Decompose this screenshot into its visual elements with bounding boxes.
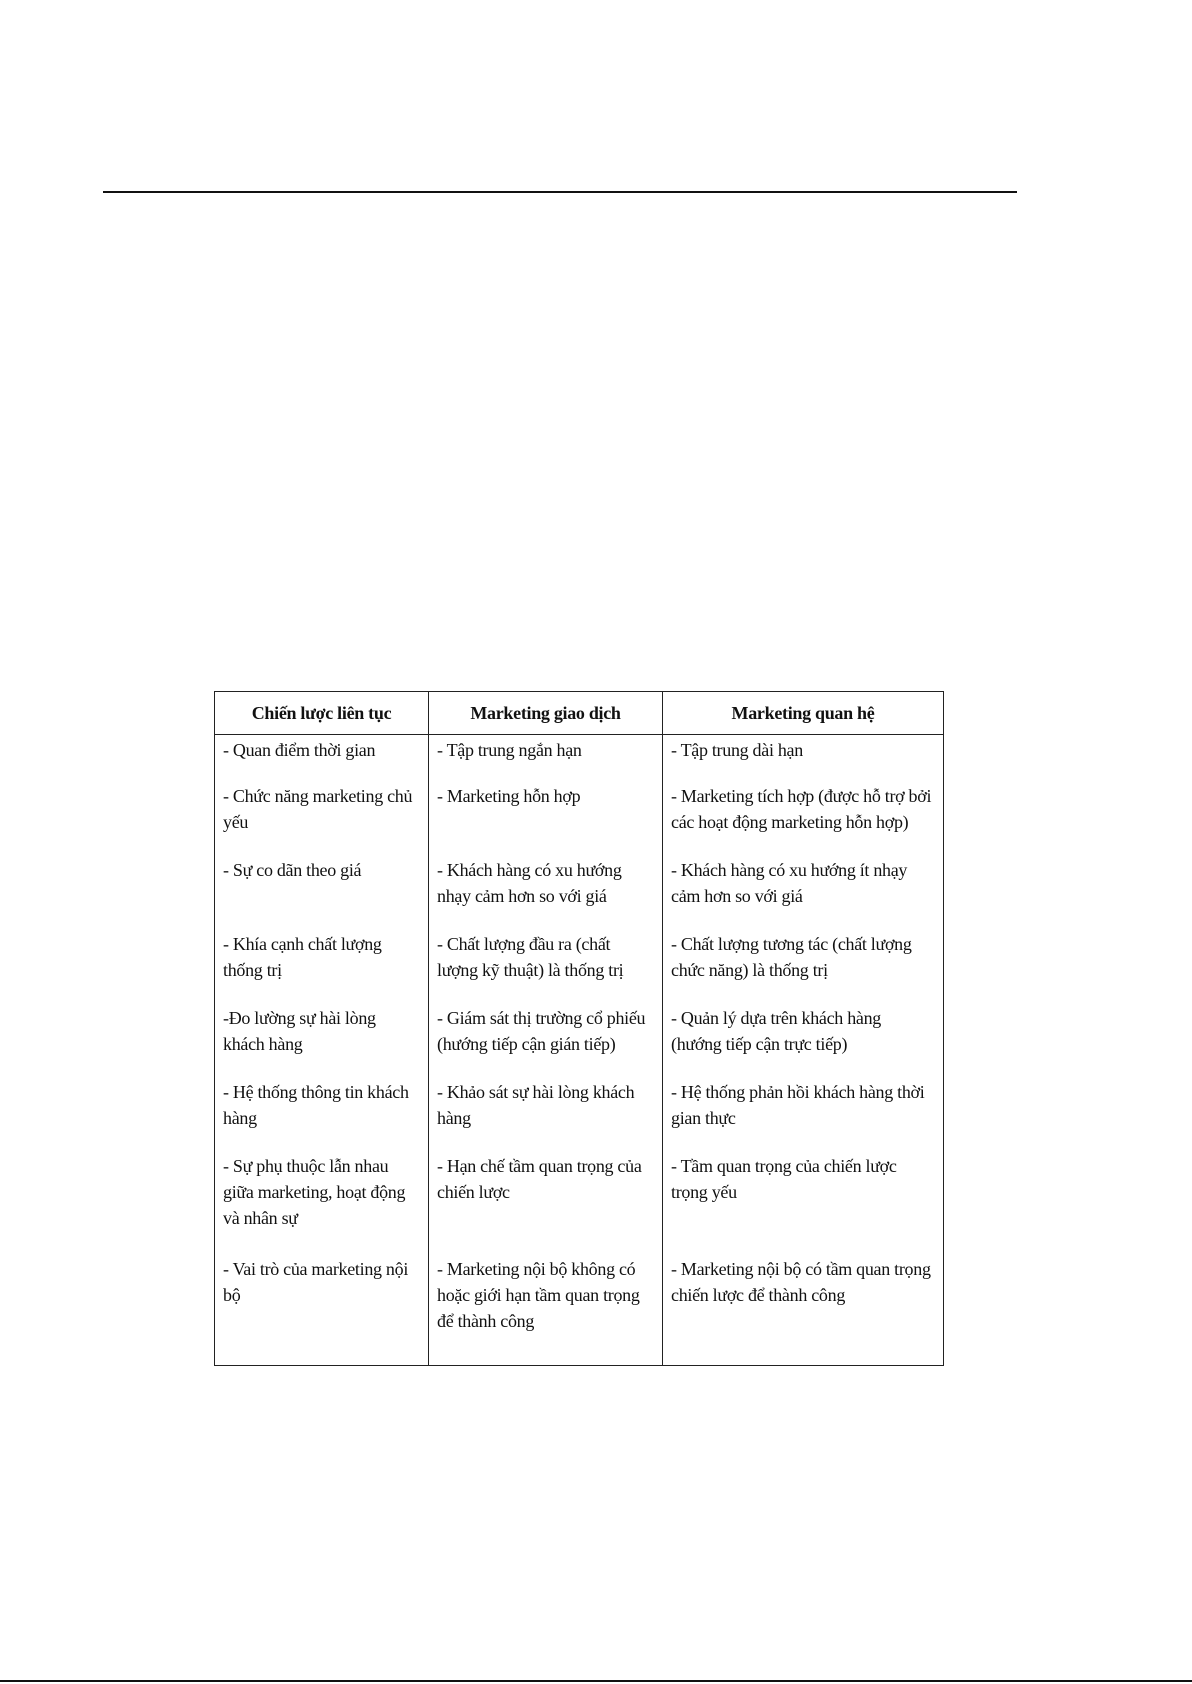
table-cell: - Khảo sát sự hài lòng khách hàng bbox=[429, 1079, 663, 1153]
table-cell: - Chất lượng tương tác (chất lượng chức năng) là thống trị bbox=[663, 931, 944, 1005]
table-cell: - Hệ thống thông tin khách hàng bbox=[215, 1079, 429, 1153]
table-cell: - Marketing hỗn hợp bbox=[429, 783, 663, 857]
table-cell: - Tầm quan trọng của chiến lược trọng yếu bbox=[663, 1153, 944, 1255]
footer-rule bbox=[0, 1680, 1192, 1682]
table-cell: - Khách hàng có xu hướng ít nhạy cảm hơn so với giá bbox=[663, 857, 944, 931]
table-cell: - Giám sát thị trường cổ phiếu (hướng tiếp cận gián tiếp) bbox=[429, 1005, 663, 1079]
comparison-table bbox=[214, 691, 944, 1366]
header-continuum-strategy: Chiến lược liên tục bbox=[215, 692, 429, 735]
table-cell: - Hệ thống phản hồi khách hàng thời gian thực bbox=[663, 1079, 944, 1153]
table-row bbox=[215, 1005, 944, 1079]
table-cell: - Quan điểm thời gian bbox=[215, 735, 429, 783]
table-cell: - Sự co dãn theo giá bbox=[215, 857, 429, 931]
table-cell: - Marketing nội bộ có tầm quan trọng chiến lược để thành công bbox=[663, 1256, 944, 1366]
table-cell: - Khách hàng có xu hướng nhạy cảm hơn so với giá bbox=[429, 857, 663, 931]
table-cell: - Tập trung ngắn hạn bbox=[429, 735, 663, 783]
table-cell: - Sự phụ thuộc lẫn nhau giữa marketing, hoạt động và nhân sự bbox=[215, 1153, 429, 1255]
table-row bbox=[215, 1153, 944, 1255]
header-relationship-marketing: Marketing quan hệ bbox=[663, 692, 944, 735]
table-cell: - Quản lý dựa trên khách hàng (hướng tiếp cận trực tiếp) bbox=[663, 1005, 944, 1079]
table-row bbox=[215, 735, 944, 783]
table-cell: - Chức năng marketing chủ yếu bbox=[215, 783, 429, 857]
table-cell: - Khía cạnh chất lượng thống trị bbox=[215, 931, 429, 1005]
header-transaction-marketing: Marketing giao dịch bbox=[429, 692, 663, 735]
table-cell: - Vai trò của marketing nội bộ bbox=[215, 1256, 429, 1366]
table-row bbox=[215, 783, 944, 857]
table-row bbox=[215, 857, 944, 931]
table-cell: - Chất lượng đầu ra (chất lượng kỹ thuật) là thống trị bbox=[429, 931, 663, 1005]
table-cell: - Marketing nội bộ không có hoặc giới hạn tầm quan trọng để thành công bbox=[429, 1256, 663, 1366]
table-row bbox=[215, 931, 944, 1005]
table-row bbox=[215, 1079, 944, 1153]
table-cell: - Tập trung dài hạn bbox=[663, 735, 944, 783]
table-row bbox=[215, 1256, 944, 1366]
table-header-row bbox=[215, 692, 944, 735]
table-cell: - Hạn chế tầm quan trọng của chiến lược bbox=[429, 1153, 663, 1255]
header-rule bbox=[103, 191, 1017, 193]
table-cell: - Marketing tích hợp (được hỗ trợ bởi các hoạt động marketing hỗn hợp) bbox=[663, 783, 944, 857]
table-cell: -Đo lường sự hài lòng khách hàng bbox=[215, 1005, 429, 1079]
